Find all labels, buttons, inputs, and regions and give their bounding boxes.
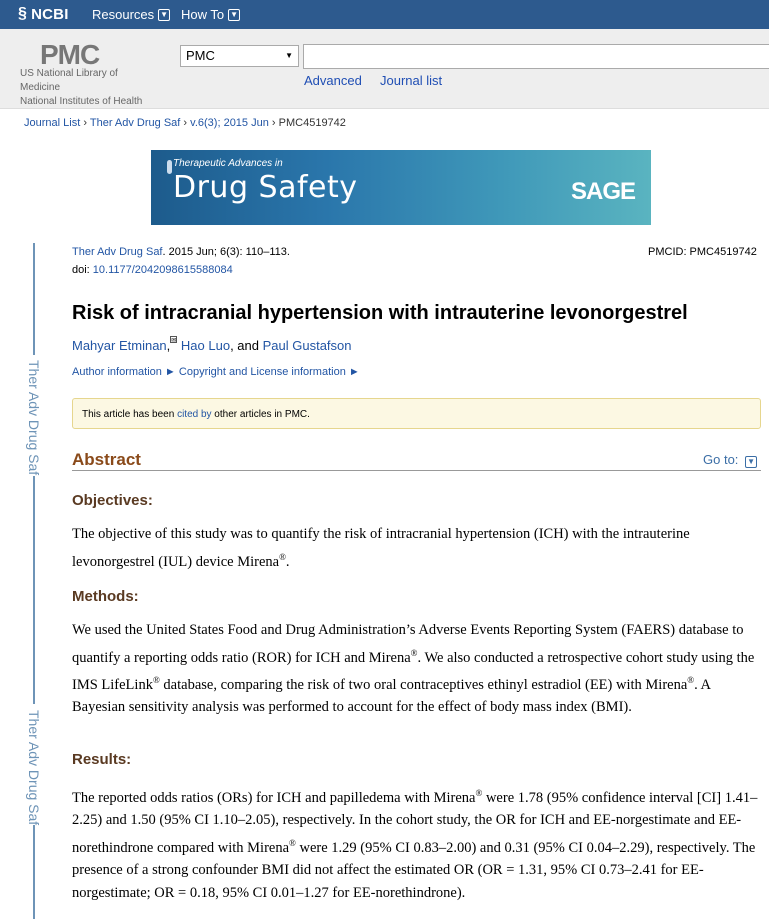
howto-menu[interactable]: [181, 7, 240, 22]
rail-journal-label[interactable]: Ther Adv Drug Saf: [26, 360, 42, 476]
database-select[interactable]: [180, 45, 299, 67]
rail-line: [33, 243, 35, 355]
results-text: [72, 782, 762, 904]
chevron-down-icon: ▼: [745, 456, 757, 468]
registered-mark: ®: [289, 837, 296, 848]
registered-mark: ®: [687, 674, 695, 685]
goto-label: Go to:: [703, 452, 739, 467]
methods-text-part: . A Bayesian sensitivity analysis was performed to account for the effect of body mass index (BMI).: [72, 676, 711, 716]
author-link[interactable]: Mahyar Etminan: [72, 338, 167, 353]
abstract-divider: [72, 470, 761, 471]
copyright-link[interactable]: Copyright and License information ►: [178, 366, 360, 378]
article-title: Risk of intracranial hypertension with intrauterine levonorgestrel: [72, 302, 688, 324]
notice-text: This article has been: [82, 409, 178, 420]
article-meta-links: [72, 366, 360, 378]
journal-list-link[interactable]: Journal list: [380, 73, 443, 88]
ncbi-top-bar: [0, 0, 769, 29]
nlm-line1: US National Library of Medicine: [20, 68, 118, 93]
results-heading: Results:: [72, 751, 132, 768]
methods-text-part: . We also conducted a retrospective cohort study using the IMS LifeLink: [72, 649, 755, 693]
advanced-link[interactable]: Advanced: [304, 73, 362, 88]
nlm-text: [20, 67, 150, 109]
abstract-heading: Abstract: [72, 450, 141, 469]
objectives-text-part: The objective of this study was to quantify the risk of intracranial hypertension (ICH) with the intrauterine levonorgestrel (IUL) device Mirena: [72, 526, 690, 570]
breadcrumb-journal-list[interactable]: Journal List: [24, 117, 81, 129]
breadcrumb-sep: ›: [271, 117, 276, 129]
rail-line: [33, 476, 35, 704]
author-and: , and: [230, 338, 259, 353]
cited-by-link[interactable]: cited by: [177, 409, 212, 420]
rail-journal-label[interactable]: Ther Adv Drug Saf: [26, 710, 42, 826]
methods-heading: Methods:: [72, 588, 139, 605]
results-text-part: were 1.29 (95% CI 0.83–2.00) and 0.31 (95% CI 0.04–2.29), respectively. The presence of a strong confounder BMI did not affect the estimated OR (OR = 1.31, 95% CI 0.73–2.41 for EE-norgestimate; OR = 0.18, 95% CI 0.01–1.27 for EE-norethindrone).: [72, 839, 756, 901]
pmcid: PMCID: PMC4519742: [648, 246, 757, 258]
banner-subtitle: Therapeutic Advances in: [173, 158, 283, 169]
doi: [72, 264, 233, 276]
author-information-link[interactable]: Author information ►: [72, 366, 176, 378]
objectives-heading: Objectives:: [72, 492, 153, 509]
registered-mark: ®: [410, 647, 418, 658]
resources-menu[interactable]: [92, 7, 170, 22]
author-link[interactable]: Paul Gustafson: [262, 338, 352, 353]
dropdown-arrow-icon: ▼: [285, 51, 293, 60]
methods-text-part: We used the United States Food and Drug Administration’s Adverse Events Reporting System (FAERS) database to quantify a reporting odds ratio (ROR) for ICH and Mirena: [72, 622, 744, 666]
doi-label: doi:: [72, 264, 93, 276]
citation: [72, 246, 290, 258]
author-link[interactable]: Hao Luo: [180, 338, 231, 353]
sage-logo-text: SAGE: [570, 178, 635, 205]
author-sep: ,: [166, 338, 171, 353]
results-text-part: The reported odds ratios (ORs) for ICH and papilledema with Mirena: [72, 789, 476, 806]
search-input[interactable]: [303, 44, 769, 69]
author-list: [72, 338, 352, 353]
envelope-icon[interactable]: ✉: [171, 338, 177, 344]
banner-title: Drug Safety: [173, 170, 358, 205]
doi-link[interactable]: 10.1177/2042098615588084: [92, 264, 233, 276]
results-text-part: were 1.78 (95% confidence interval [CI] 1.41–2.25) and 1.50 (95% CI 1.10–2.05), respectively. In the cohort study, the OR for ICH and EE-norgestimate and EE-norethindrone compared with Mirena: [72, 789, 758, 856]
pmc-logo[interactable]: PMC: [40, 39, 100, 70]
ncbi-logo[interactable]: [18, 5, 69, 23]
pmc-header: [0, 29, 769, 109]
sage-logo: [571, 178, 635, 206]
ncbi-helix-icon: §: [18, 5, 28, 22]
methods-text: [72, 619, 762, 719]
breadcrumb-sep: ›: [83, 117, 87, 129]
chevron-down-icon: ▼: [228, 9, 240, 21]
registered-mark: ®: [152, 674, 160, 685]
breadcrumb: [24, 117, 346, 129]
pill-icon: [167, 160, 172, 174]
registered-mark: ®: [279, 551, 286, 562]
citation-details: . 2015 Jun; 6(3): 110–113.: [162, 246, 290, 258]
journal-link[interactable]: Ther Adv Drug Saf: [72, 246, 163, 258]
nlm-line2: National Institutes of Health: [20, 96, 143, 107]
breadcrumb-journal[interactable]: Ther Adv Drug Saf: [89, 117, 181, 129]
cited-by-notice: [72, 398, 761, 429]
breadcrumb-issue[interactable]: v.6(3); 2015 Jun: [190, 117, 269, 129]
howto-label: How To: [181, 7, 225, 22]
ncbi-logo-text: NCBI: [31, 5, 69, 23]
objectives-text: [72, 523, 762, 573]
breadcrumb-sep: ›: [183, 117, 188, 129]
registered-mark: ®: [475, 788, 483, 798]
objectives-text-part: .: [285, 553, 290, 570]
journal-banner[interactable]: [151, 150, 651, 225]
resources-label: Resources: [92, 7, 155, 22]
notice-text: other articles in PMC.: [211, 409, 310, 420]
goto-menu[interactable]: [703, 452, 757, 468]
methods-text-part: database, comparing the risk of two oral contraceptives ethinyl estradiol (EE) with Mirena: [159, 676, 688, 693]
database-selected: PMC: [186, 48, 215, 63]
breadcrumb-current: PMC4519742: [278, 117, 346, 129]
chevron-down-icon: ▼: [158, 9, 170, 21]
rail-line: [33, 825, 35, 919]
